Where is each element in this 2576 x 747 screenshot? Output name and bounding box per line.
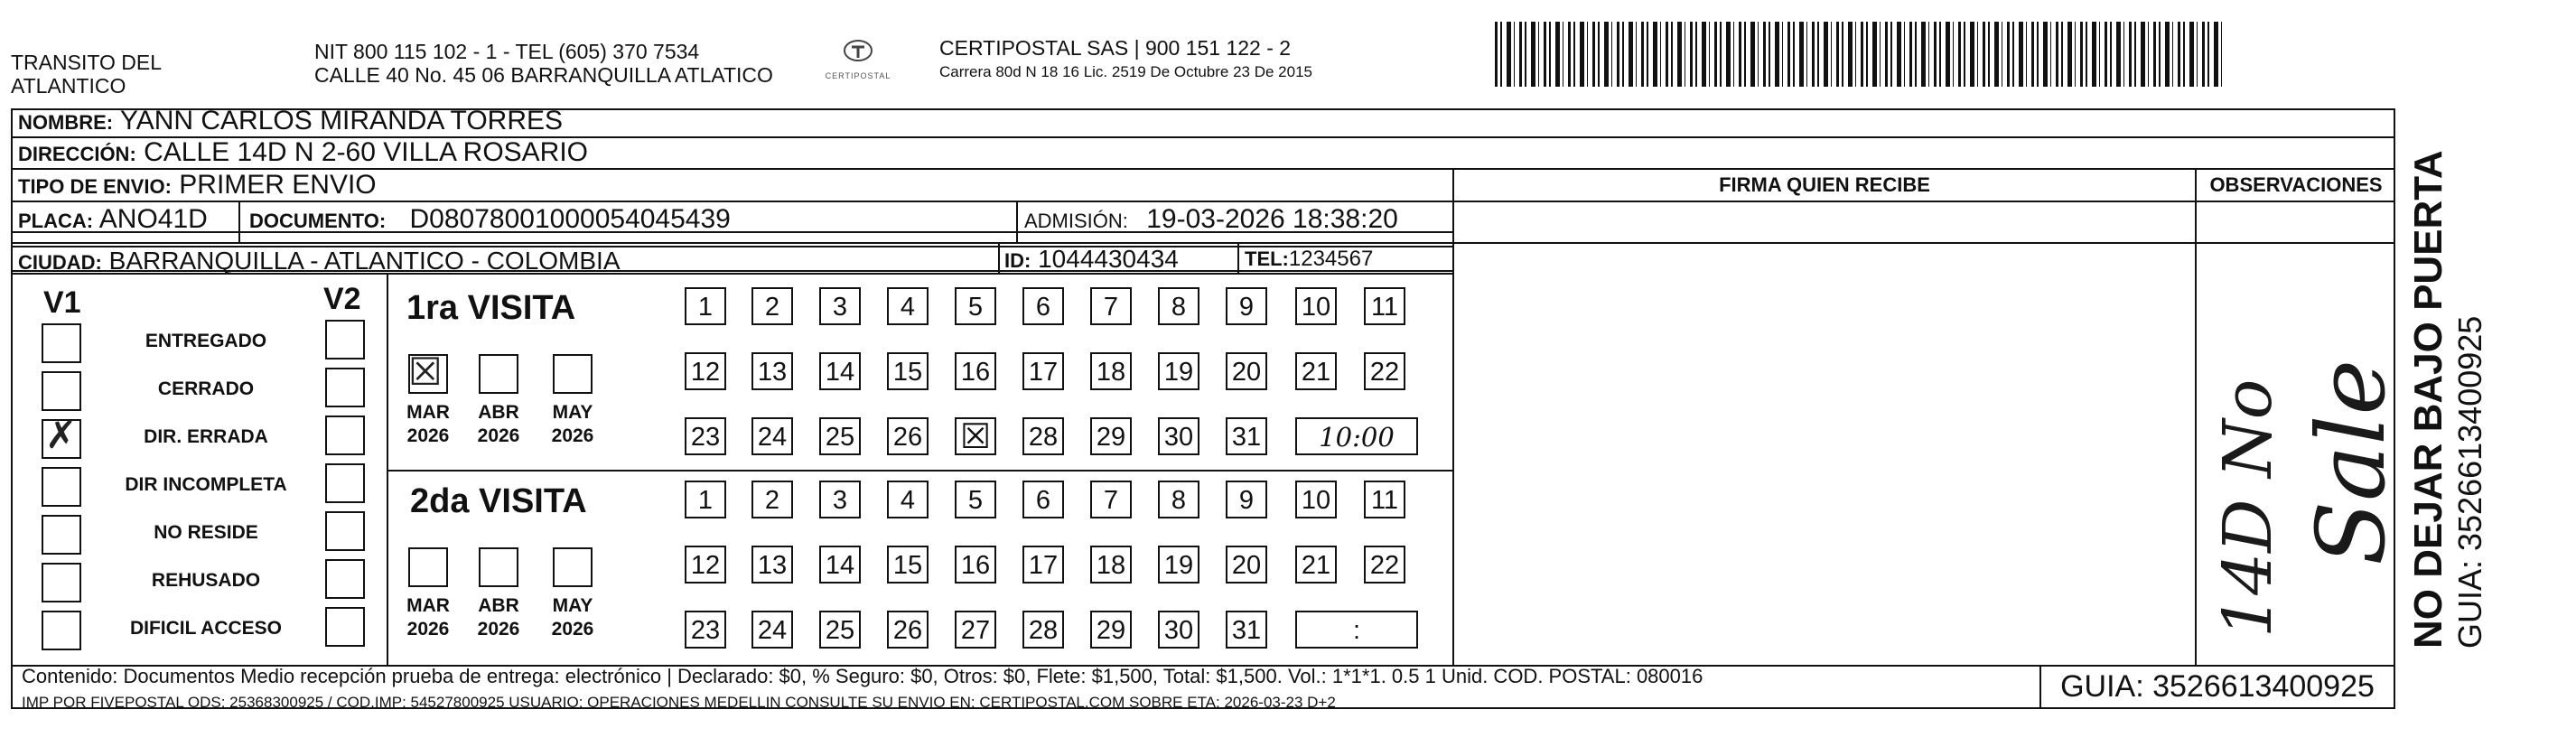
- company-name-line1: TRANSITO DEL: [11, 51, 162, 74]
- day-box[interactable]: 7: [1090, 481, 1132, 518]
- day-box[interactable]: 25: [819, 417, 861, 455]
- day-box[interactable]: 17: [1022, 352, 1064, 390]
- day-box[interactable]: 16: [955, 546, 996, 584]
- v2-checkbox[interactable]: [325, 511, 365, 551]
- day-box[interactable]: 30: [1158, 417, 1199, 455]
- side-guia: GUIA: 3526613400925: [2451, 315, 2488, 649]
- day-box[interactable]: 20: [1226, 352, 1267, 390]
- day-box[interactable]: 1: [685, 481, 726, 518]
- day-box[interactable]: 4: [887, 287, 929, 325]
- day-box[interactable]: 23: [685, 417, 726, 455]
- day-box[interactable]: [955, 417, 996, 455]
- observations-area[interactable]: [2198, 204, 2406, 663]
- day-box[interactable]: 13: [751, 352, 793, 390]
- day-box[interactable]: 31: [1226, 417, 1267, 455]
- reason-label: DIFICIL ACCESO: [129, 618, 282, 639]
- certipostal-line1: CERTIPOSTAL SAS | 900 151 122 - 2: [939, 36, 1292, 60]
- reason-label: ENTREGADO: [145, 331, 267, 351]
- tipo-envio-field: [18, 170, 377, 202]
- observation-line2: Sale: [2296, 359, 2406, 565]
- day-box[interactable]: 10: [1295, 287, 1337, 325]
- company-name: [11, 51, 162, 98]
- day-box[interactable]: 15: [887, 546, 929, 584]
- nit-block: [314, 40, 773, 87]
- month-year: 2026: [551, 425, 594, 446]
- month-year: 2026: [477, 425, 520, 446]
- documento-field: [249, 204, 731, 237]
- direccion-field: [18, 137, 588, 170]
- day-box[interactable]: 29: [1090, 417, 1132, 455]
- day-box[interactable]: 18: [1090, 546, 1132, 584]
- placa-field: [18, 204, 208, 237]
- day-box[interactable]: 24: [751, 611, 793, 649]
- day-box[interactable]: 12: [685, 352, 726, 390]
- month-year: 2026: [551, 619, 594, 640]
- day-box[interactable]: 6: [1022, 481, 1064, 518]
- admision-field: [1024, 204, 1398, 237]
- footer-content: Contenido: Documentos Medio recepción prueba de entrega: electrónico | Declarado: $0, % Seguro: $0, Otros: $0, Flete: $1,500, Total: $1,500. Vol.: 1*1*1. 0.5 1 Unid. COD. POSTAL: 080016: [22, 665, 1703, 687]
- guia-number: GUIA: 3526613400925: [2060, 669, 2375, 704]
- day-box[interactable]: 19: [1158, 546, 1199, 584]
- v1-label: V1: [43, 285, 81, 320]
- day-box[interactable]: 22: [1364, 352, 1405, 390]
- day-box[interactable]: 28: [1022, 611, 1064, 649]
- month-label: [544, 401, 602, 448]
- month-label: [399, 594, 457, 641]
- ciudad-field: [18, 246, 621, 278]
- no-dejar-bajo-puerta: NO DEJAR BAJO PUERTA: [2406, 150, 2450, 649]
- month-label: [470, 594, 527, 641]
- day-box[interactable]: 31: [1226, 611, 1267, 649]
- day-box[interactable]: 12: [685, 546, 726, 584]
- day-box[interactable]: 26: [887, 611, 929, 649]
- ciudad-value: BARRANQUILLA - ATLANTICO - COLOMBIA: [108, 247, 621, 275]
- v1-checkbox[interactable]: [42, 563, 81, 602]
- v2-checkbox[interactable]: [325, 368, 365, 407]
- tipo-envio-value: PRIMER ENVIO: [179, 170, 377, 200]
- placa-value: ANO41D: [98, 204, 208, 234]
- nombre-field: [18, 106, 563, 138]
- day-box[interactable]: 8: [1158, 481, 1199, 518]
- day-box[interactable]: 14: [819, 546, 861, 584]
- direccion-label: DIRECCIÓN:: [18, 143, 136, 165]
- id-value: 1044430434: [1038, 245, 1179, 273]
- month-year: 2026: [406, 425, 450, 446]
- month-name: ABR: [478, 402, 519, 423]
- day-box[interactable]: 22: [1364, 546, 1405, 584]
- v2-checkbox[interactable]: [325, 559, 365, 599]
- day-box[interactable]: 13: [751, 546, 793, 584]
- check-mark-icon: ✗: [45, 413, 78, 457]
- v1-checkbox[interactable]: [42, 611, 81, 650]
- reason-label: REHUSADO: [151, 570, 261, 591]
- day-box[interactable]: 6: [1022, 287, 1064, 325]
- day-box[interactable]: 2: [751, 287, 793, 325]
- day-box[interactable]: 11: [1364, 481, 1405, 518]
- side-text: [2407, 150, 2490, 649]
- firma-header: FIRMA QUIEN RECIBE: [1719, 173, 1930, 196]
- time-box[interactable]: :: [1295, 611, 1418, 649]
- month-checkbox[interactable]: [553, 547, 593, 587]
- v2-label: V2: [323, 282, 361, 316]
- month-checkbox[interactable]: [479, 547, 518, 587]
- month-label: [399, 401, 457, 448]
- day-box[interactable]: 25: [819, 611, 861, 649]
- company-name-line2: ATLANTICO: [11, 74, 126, 98]
- month-name: MAR: [406, 595, 450, 616]
- day-box[interactable]: 30: [1158, 611, 1199, 649]
- v1-checkbox[interactable]: [42, 323, 81, 363]
- time-box[interactable]: 10:00: [1295, 417, 1418, 455]
- day-box[interactable]: 9: [1226, 481, 1267, 518]
- month-label: [470, 401, 527, 448]
- tel-value: 1234567: [1288, 247, 1374, 271]
- day-box[interactable]: 5: [955, 481, 996, 518]
- day-box[interactable]: 21: [1295, 546, 1337, 584]
- day-box[interactable]: 20: [1226, 546, 1267, 584]
- day-box[interactable]: 16: [955, 352, 996, 390]
- marked-day-icon: ☒: [959, 418, 992, 456]
- day-box[interactable]: 24: [751, 417, 793, 455]
- month-checkbox[interactable]: [408, 350, 448, 394]
- nombre-value: YANN CARLOS MIRANDA TORRES: [119, 106, 564, 135]
- reason-label: CERRADO: [157, 378, 255, 399]
- day-box[interactable]: 21: [1295, 352, 1337, 390]
- day-box[interactable]: 26: [887, 417, 929, 455]
- day-box[interactable]: 14: [819, 352, 861, 390]
- day-box[interactable]: 9: [1226, 287, 1267, 325]
- signature-area[interactable]: [1456, 204, 2193, 663]
- logo-text: CERTIPOSTAL: [825, 71, 891, 80]
- day-box[interactable]: 17: [1022, 546, 1064, 584]
- day-box[interactable]: 5: [955, 287, 996, 325]
- barcode: [1495, 22, 2226, 87]
- tipo-envio-label: TIPO DE ENVIO:: [18, 175, 172, 198]
- footer-print-info: IMP POR FIVEPOSTAL ODS: 25368300925 / COD.IMP: 54527800925 USUARIO: OPERACIONES MEDELLIN CONSULTE SU ENVIO EN: CERTIPOSTAL.COM SOBRE ETA: 2026-03-23 D+2: [22, 694, 1336, 711]
- admision-label: ADMISIÓN:: [1024, 210, 1128, 232]
- admision-value: 19-03-2026 18:38:20: [1146, 204, 1398, 234]
- day-box[interactable]: 28: [1022, 417, 1064, 455]
- day-box[interactable]: 10: [1295, 481, 1337, 518]
- certipostal-block: [939, 36, 1312, 81]
- visit-title: 1ra VISITA: [406, 289, 576, 327]
- day-box[interactable]: 7: [1090, 287, 1132, 325]
- v1-checkbox[interactable]: [42, 413, 81, 459]
- day-box[interactable]: 18: [1090, 352, 1132, 390]
- certipostal-line2: Carrera 80d N 18 16 Lic. 2519 De Octubre 23 De 2015: [939, 63, 1312, 80]
- day-box[interactable]: 15: [887, 352, 929, 390]
- documento-value: D08078001000054045439: [409, 204, 731, 234]
- month-name: MAR: [406, 402, 450, 423]
- day-box[interactable]: 2: [751, 481, 793, 518]
- month-name: MAY: [552, 595, 593, 616]
- v2-checkbox[interactable]: [325, 463, 365, 503]
- certipostal-logo: [813, 38, 903, 80]
- month-checkbox[interactable]: [408, 547, 448, 587]
- logo-icon: [840, 38, 876, 67]
- direccion-value: CALLE 14D N 2-60 VILLA ROSARIO: [144, 137, 589, 167]
- month-name: ABR: [478, 595, 519, 616]
- tel-field: [1245, 244, 1373, 275]
- nit-line: NIT 800 115 102 - 1 - TEL (605) 370 7534: [314, 40, 700, 63]
- documento-label: DOCUMENTO:: [249, 210, 387, 232]
- day-box[interactable]: 3: [819, 481, 861, 518]
- v1-checkbox[interactable]: [42, 467, 81, 507]
- tel-label: TEL:: [1245, 247, 1289, 270]
- v1-checkbox[interactable]: [42, 371, 81, 411]
- day-box[interactable]: 4: [887, 481, 929, 518]
- month-year: 2026: [406, 619, 450, 640]
- ciudad-label: CIUDAD:: [18, 251, 102, 274]
- v1-checkbox[interactable]: [42, 515, 81, 555]
- month-checkbox[interactable]: [479, 354, 518, 394]
- reason-label: NO RESIDE: [154, 522, 258, 543]
- check-mark-icon: ☒: [408, 350, 443, 394]
- day-box[interactable]: 3: [819, 287, 861, 325]
- visit-title: 2da VISITA: [410, 482, 587, 520]
- month-checkbox[interactable]: [553, 354, 593, 394]
- day-box[interactable]: 1: [685, 287, 726, 325]
- placa-label: PLACA:: [18, 210, 94, 232]
- reason-label: DIR INCOMPLETA: [125, 474, 287, 495]
- day-box[interactable]: 19: [1158, 352, 1199, 390]
- observation-line1: 14D No: [2209, 378, 2287, 638]
- v2-checkbox[interactable]: [325, 320, 365, 359]
- day-box[interactable]: 8: [1158, 287, 1199, 325]
- month-name: MAY: [552, 402, 593, 423]
- nombre-label: NOMBRE:: [18, 111, 114, 134]
- month-label: [544, 594, 602, 641]
- reason-label: DIR. ERRADA: [144, 426, 268, 447]
- day-box[interactable]: 11: [1364, 287, 1405, 325]
- id-field: [1004, 244, 1179, 276]
- v2-checkbox[interactable]: [325, 416, 365, 455]
- month-year: 2026: [477, 619, 520, 640]
- observaciones-header: OBSERVACIONES: [2209, 173, 2383, 196]
- day-box[interactable]: 27: [955, 611, 996, 649]
- day-box[interactable]: 23: [685, 611, 726, 649]
- address-line: CALLE 40 No. 45 06 BARRANQUILLA ATLATICO: [314, 63, 773, 87]
- day-box[interactable]: 29: [1090, 611, 1132, 649]
- v2-checkbox[interactable]: [325, 607, 365, 647]
- id-label: ID:: [1004, 249, 1031, 272]
